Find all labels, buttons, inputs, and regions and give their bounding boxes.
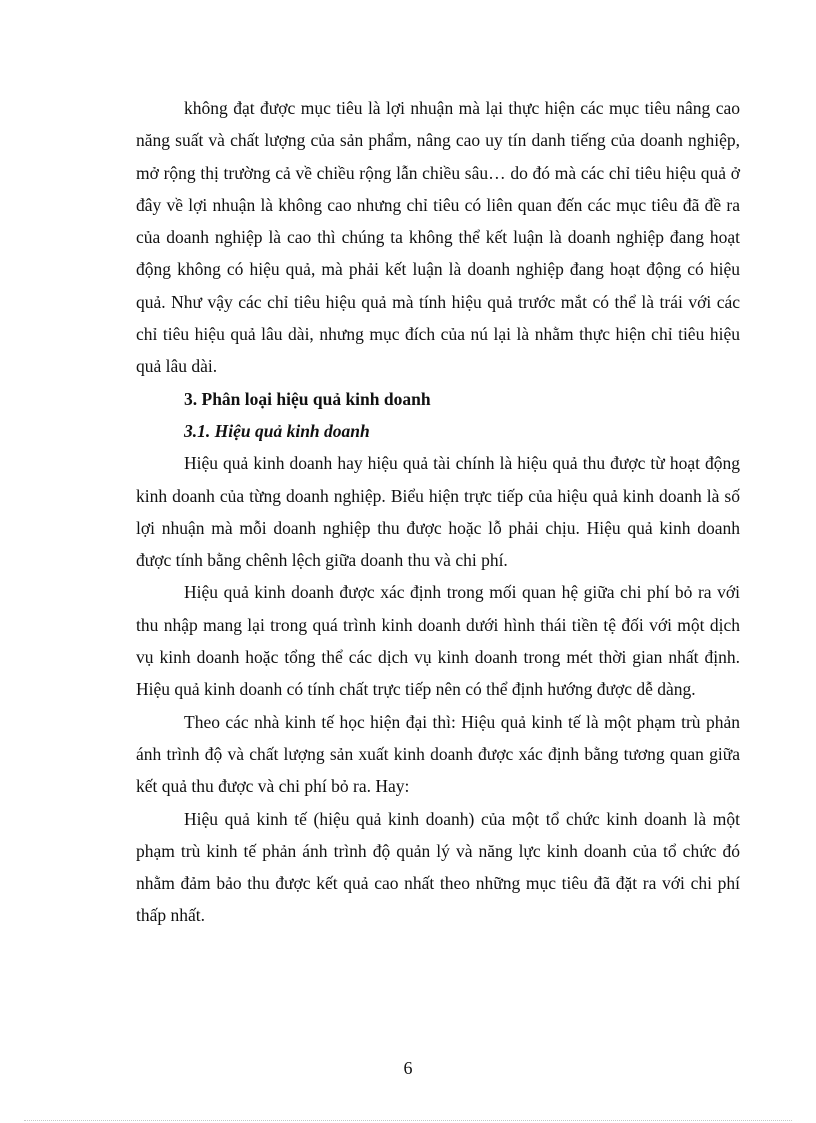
- page-bottom-border: [24, 1120, 792, 1121]
- document-body: [136, 92, 740, 932]
- subsection-heading: 3.1. Hiệu quả kinh doanh: [184, 420, 370, 441]
- body-paragraph: Hiệu quả kinh tế (hiệu quả kinh doanh) của một tổ chức kinh doanh là một phạm trù kinh tế phản ánh trình độ quản lý và năng lực kinh doanh của tổ chức đó nhằm đảm bảo thu được kết quả cao nhất theo những mục tiêu đã đặt ra với chi phí thấp nhất.: [136, 808, 740, 926]
- body-paragraph: Hiệu quả kinh doanh hay hiệu quả tài chính là hiệu quả thu được từ hoạt động kinh doanh của từng doanh nghiệp. Biểu hiện trực tiếp của hiệu quả kinh doanh là số lợi nhuận mà mỗi doanh nghiệp thu được hoặc lỗ phải chịu. Hiệu quả kinh doanh được tính bằng chênh lệch giữa doanh thu và chi phí.: [136, 453, 740, 571]
- body-paragraph: Theo các nhà kinh tế học hiện đại thì: Hiệu quả kinh tế là một phạm trù phản ánh trình độ và chất lượng sản xuất kinh doanh được xác định bằng tương quan giữa kết quả thu được và chi phí bỏ ra. Hay:: [136, 711, 740, 797]
- body-paragraph: không đạt được mục tiêu là lợi nhuận mà lại thực hiện các mục tiêu nâng cao năng suất và chất lượng của sản phẩm, nâng cao uy tín danh tiếng của doanh nghiệp, mở rộng thị trường cả về chiều rộng lẫn chiều sâu… do đó mà các chỉ tiêu hiệu quả ở đây về lợi nhuận là không cao nhưng chỉ tiêu có liên quan đến các mục tiêu đã đề ra của doanh nghiệp là cao thì chúng ta không thể kết luận là doanh nghiệp đang hoạt động không có hiệu quả, mà phải kết luận là doanh nghiệp đang hoạt động có hiệu quả. Như vậy các chỉ tiêu hiệu quả mà tính hiệu quả trước mắt có thể là trái với các chỉ tiêu hiệu quả lâu dài, nhưng mục đích của nú lại là nhằm thực hiện chỉ tiêu hiệu quả lâu dài.: [136, 98, 740, 377]
- body-paragraph: Hiệu quả kinh doanh được xác định trong mối quan hệ giữa chi phí bỏ ra với thu nhập mang lại trong quá trình kinh doanh dưới hình thái tiền tệ đối với một dịch vụ kinh doanh hoặc tổng thể các dịch vụ kinh doanh trong mét thời gian nhất định. Hiệu quả kinh doanh có tính chất trực tiếp nên có thể định hướng được dễ dàng.: [136, 582, 740, 700]
- page-number: 6: [403, 1058, 413, 1078]
- section-heading: 3. Phân loại hiệu quả kinh doanh: [184, 388, 431, 409]
